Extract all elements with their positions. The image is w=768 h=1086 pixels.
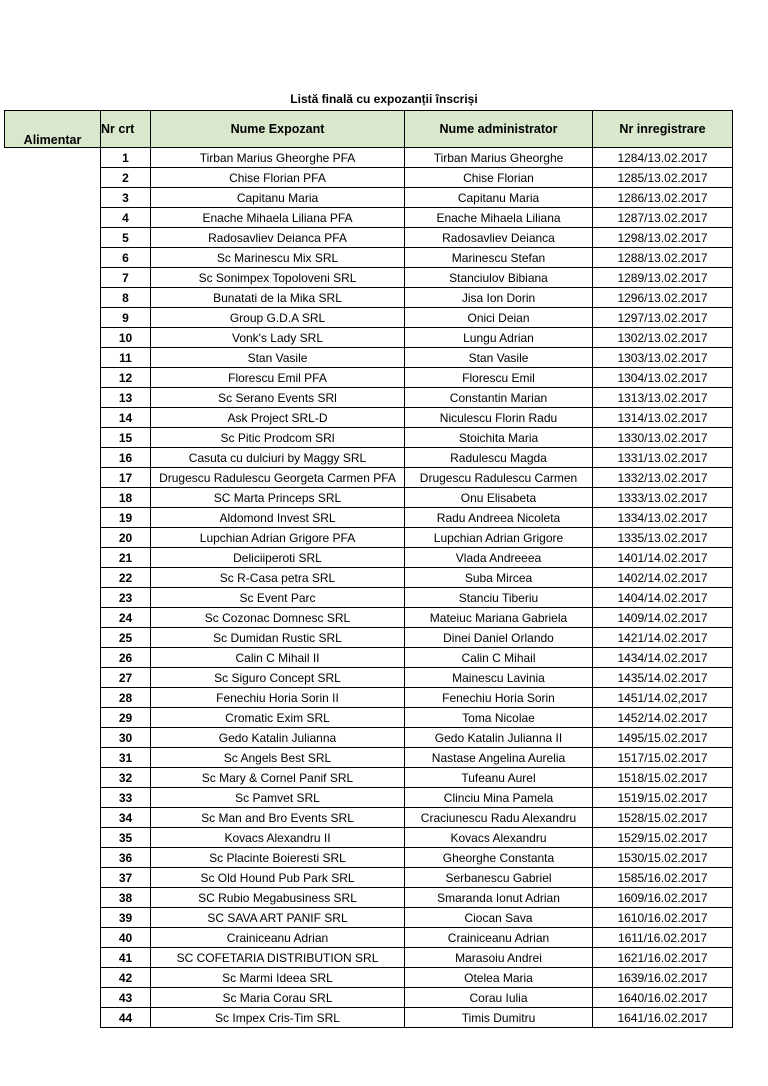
row-number: 18 [101, 488, 151, 508]
exhibitor-name: Florescu Emil PFA [151, 368, 405, 388]
administrator-name: Tufeanu Aurel [405, 768, 593, 788]
exhibitor-name-header: Nume Expozant [151, 111, 405, 148]
table-row [5, 968, 733, 988]
exhibitor-name: Bunatati de la Mika SRL [151, 288, 405, 308]
row-number: 11 [101, 348, 151, 368]
registration-number: 1434/14.02.2017 [593, 648, 733, 668]
registration-number: 1296/13.02.2017 [593, 288, 733, 308]
registration-number: 1451/14.02,2017 [593, 688, 733, 708]
exhibitor-name: Fenechiu Horia Sorin II [151, 688, 405, 708]
table-row [5, 948, 733, 968]
row-number: 37 [101, 868, 151, 888]
table-row [5, 768, 733, 788]
registration-number: 1335/13.02.2017 [593, 528, 733, 548]
registration-number: 1611/16.02.2017 [593, 928, 733, 948]
table-row [5, 248, 733, 268]
registration-number: 1288/13.02.2017 [593, 248, 733, 268]
row-number: 27 [101, 668, 151, 688]
exhibitor-name: Sc Old Hound Pub Park SRL [151, 868, 405, 888]
row-number: 4 [101, 208, 151, 228]
row-number: 7 [101, 268, 151, 288]
row-number: 29 [101, 708, 151, 728]
row-number: 32 [101, 768, 151, 788]
administrator-name: Constantin Marian [405, 388, 593, 408]
table-row [5, 788, 733, 808]
exhibitor-name: Ask Project SRL-D [151, 408, 405, 428]
row-number: 40 [101, 928, 151, 948]
exhibitor-name: Sc Pamvet SRL [151, 788, 405, 808]
registration-number: 1435/14.02.2017 [593, 668, 733, 688]
exhibitor-name: Sc Impex Cris-Tim SRL [151, 1008, 405, 1028]
administrator-name: Mateiuc Mariana Gabriela [405, 608, 593, 628]
category-header: Alimentar [5, 111, 101, 148]
administrator-name: Stoichita Maria [405, 428, 593, 448]
exhibitor-name: Tirban Marius Gheorghe PFA [151, 148, 405, 168]
exhibitor-name: Capitanu Maria [151, 188, 405, 208]
administrator-name: Clinciu Mina Pamela [405, 788, 593, 808]
registration-number: 1519/15.02.2017 [593, 788, 733, 808]
registration-number: 1641/16.02.2017 [593, 1008, 733, 1028]
row-number: 21 [101, 548, 151, 568]
administrator-name: Radosavliev Deianca [405, 228, 593, 248]
table-row [5, 168, 733, 188]
administrator-name: Niculescu Florin Radu [405, 408, 593, 428]
exhibitor-name: Vonk's Lady SRL [151, 328, 405, 348]
table-row [5, 388, 733, 408]
category-cell [5, 488, 101, 508]
exhibitor-name: Sc Siguro Concept SRL [151, 668, 405, 688]
registration-number: 1640/16.02.2017 [593, 988, 733, 1008]
category-cell [5, 988, 101, 1008]
category-cell [5, 688, 101, 708]
row-number: 6 [101, 248, 151, 268]
row-number: 2 [101, 168, 151, 188]
exhibitor-name: Sc Pitic Prodcom SRl [151, 428, 405, 448]
exhibitor-name: Group G.D.A SRL [151, 308, 405, 328]
row-number: 39 [101, 908, 151, 928]
row-number: 10 [101, 328, 151, 348]
table-row [5, 268, 733, 288]
exhibitor-name: Sc Maria Corau SRL [151, 988, 405, 1008]
table-row [5, 228, 733, 248]
administrator-name: Tirban Marius Gheorghe [405, 148, 593, 168]
table-row [5, 648, 733, 668]
registration-number: 1495/15.02.2017 [593, 728, 733, 748]
administrator-name: Dinei Daniel Orlando [405, 628, 593, 648]
row-number: 33 [101, 788, 151, 808]
administrator-name: Corau Iulia [405, 988, 593, 1008]
registration-number: 1297/13.02.2017 [593, 308, 733, 328]
exhibitor-name: Kovacs Alexandru II [151, 828, 405, 848]
registration-number-header: Nr inregistrare [593, 111, 733, 148]
category-cell [5, 408, 101, 428]
row-number: 36 [101, 848, 151, 868]
registration-number: 1289/13.02.2017 [593, 268, 733, 288]
table-row [5, 568, 733, 588]
row-number: 28 [101, 688, 151, 708]
row-number: 3 [101, 188, 151, 208]
administrator-name: Chise Florian [405, 168, 593, 188]
table-row [5, 848, 733, 868]
table-row [5, 468, 733, 488]
exhibitor-name: Cromatic Exim SRL [151, 708, 405, 728]
table-row [5, 608, 733, 628]
registration-number: 1585/16.02.2017 [593, 868, 733, 888]
administrator-name: Enache Mihaela Liliana [405, 208, 593, 228]
table-row [5, 988, 733, 1008]
registration-number: 1404/14.02.2017 [593, 588, 733, 608]
category-cell [5, 868, 101, 888]
category-cell [5, 908, 101, 928]
registration-number: 1304/13.02.2017 [593, 368, 733, 388]
registration-number: 1287/13.02.2017 [593, 208, 733, 228]
table-row [5, 628, 733, 648]
table-row [5, 188, 733, 208]
category-cell [5, 168, 101, 188]
category-cell [5, 728, 101, 748]
category-cell [5, 368, 101, 388]
table-row [5, 308, 733, 328]
category-cell [5, 308, 101, 328]
table-row [5, 328, 733, 348]
administrator-name: Suba Mircea [405, 568, 593, 588]
row-number: 38 [101, 888, 151, 908]
row-number: 5 [101, 228, 151, 248]
category-cell [5, 528, 101, 548]
table-row [5, 548, 733, 568]
table-row [5, 668, 733, 688]
table-row [5, 728, 733, 748]
category-cell [5, 328, 101, 348]
row-number: 34 [101, 808, 151, 828]
exhibitor-name: Drugescu Radulescu Georgeta Carmen PFA [151, 468, 405, 488]
row-number: 20 [101, 528, 151, 548]
category-cell [5, 388, 101, 408]
table-row [5, 148, 733, 168]
exhibitor-name: Calin C Mihail II [151, 648, 405, 668]
administrator-name: Onici Deian [405, 308, 593, 328]
table-row [5, 528, 733, 548]
row-number: 41 [101, 948, 151, 968]
row-number: 23 [101, 588, 151, 608]
registration-number: 1332/13.02.2017 [593, 468, 733, 488]
category-cell [5, 968, 101, 988]
administrator-name: Nastase Angelina Aurelia [405, 748, 593, 768]
exhibitor-name: Gedo Katalin Julianna [151, 728, 405, 748]
table-row [5, 428, 733, 448]
exhibitor-name: Aldomond Invest SRL [151, 508, 405, 528]
administrator-name: Stan Vasile [405, 348, 593, 368]
administrator-name: Drugescu Radulescu Carmen [405, 468, 593, 488]
category-cell [5, 848, 101, 868]
exhibitor-name: Sc R-Casa petra SRL [151, 568, 405, 588]
category-cell [5, 628, 101, 648]
administrator-name: Onu Elisabeta [405, 488, 593, 508]
category-cell [5, 928, 101, 948]
category-cell [5, 768, 101, 788]
exhibitor-name: Sc Mary & Cornel Panif SRL [151, 768, 405, 788]
row-number: 1 [101, 148, 151, 168]
nr-crt-header: Nr crt [101, 111, 151, 148]
administrator-name: Vlada Andreeea [405, 548, 593, 568]
registration-number: 1452/14.02.2017 [593, 708, 733, 728]
table-row [5, 908, 733, 928]
table-header-row [5, 111, 733, 148]
category-cell [5, 268, 101, 288]
category-cell [5, 548, 101, 568]
administrator-name: Fenechiu Horia Sorin [405, 688, 593, 708]
administrator-name: Smaranda Ionut Adrian [405, 888, 593, 908]
table-row [5, 708, 733, 728]
administrator-name: Radu Andreea Nicoleta [405, 508, 593, 528]
exhibitor-name: Sc Cozonac Domnesc SRL [151, 608, 405, 628]
row-number: 26 [101, 648, 151, 668]
row-number: 15 [101, 428, 151, 448]
exhibitor-name: SC COFETARIA DISTRIBUTION SRL [151, 948, 405, 968]
administrator-name: Mainescu Lavinia [405, 668, 593, 688]
row-number: 22 [101, 568, 151, 588]
exhibitor-name: Sc Sonimpex Topoloveni SRL [151, 268, 405, 288]
administrator-name: Calin C Mihail [405, 648, 593, 668]
category-cell [5, 208, 101, 228]
table-row [5, 348, 733, 368]
registration-number: 1298/13.02.2017 [593, 228, 733, 248]
table-row [5, 208, 733, 228]
exhibitor-name: Casuta cu dulciuri by Maggy SRL [151, 448, 405, 468]
category-cell [5, 228, 101, 248]
category-cell [5, 248, 101, 268]
administrator-name: Jisa Ion Dorin [405, 288, 593, 308]
row-number: 13 [101, 388, 151, 408]
administrator-name: Crainiceanu Adrian [405, 928, 593, 948]
category-cell [5, 188, 101, 208]
registration-number: 1528/15.02.2017 [593, 808, 733, 828]
category-cell [5, 348, 101, 368]
table-row [5, 868, 733, 888]
exhibitor-name: Radosavliev Deianca PFA [151, 228, 405, 248]
row-number: 43 [101, 988, 151, 1008]
table-row [5, 508, 733, 528]
category-cell [5, 648, 101, 668]
table-row [5, 688, 733, 708]
administrator-name: Marasoiu Andrei [405, 948, 593, 968]
registration-number: 1313/13.02.2017 [593, 388, 733, 408]
table-row [5, 448, 733, 468]
category-cell [5, 448, 101, 468]
category-cell [5, 808, 101, 828]
administrator-name: Stanciu Tiberiu [405, 588, 593, 608]
administrator-name: Lungu Adrian [405, 328, 593, 348]
table-row [5, 928, 733, 948]
administrator-name: Kovacs Alexandru [405, 828, 593, 848]
administrator-name: Marinescu Stefan [405, 248, 593, 268]
table-row [5, 748, 733, 768]
category-cell [5, 508, 101, 528]
category-cell [5, 828, 101, 848]
document-title: Listă finală cu expozanții înscriși [290, 92, 478, 106]
registration-number: 1402/14.02.2017 [593, 568, 733, 588]
registration-number: 1302/13.02.2017 [593, 328, 733, 348]
exhibitor-name: SC Marta Princeps SRL [151, 488, 405, 508]
registration-number: 1530/15.02.2017 [593, 848, 733, 868]
registration-number: 1609/16.02.2017 [593, 888, 733, 908]
registration-number: 1621/16.02.2017 [593, 948, 733, 968]
row-number: 24 [101, 608, 151, 628]
exhibitor-name: Sc Marinescu Mix SRL [151, 248, 405, 268]
registration-number: 1529/15.02.2017 [593, 828, 733, 848]
category-cell [5, 588, 101, 608]
exhibitor-name: Sc Serano Events SRl [151, 388, 405, 408]
category-cell [5, 948, 101, 968]
administrator-name: Otelea Maria [405, 968, 593, 988]
registration-number: 1639/16.02.2017 [593, 968, 733, 988]
category-cell [5, 148, 101, 168]
category-cell [5, 288, 101, 308]
exhibitor-name: Crainiceanu Adrian [151, 928, 405, 948]
registration-number: 1518/15.02.2017 [593, 768, 733, 788]
table-row [5, 808, 733, 828]
row-number: 17 [101, 468, 151, 488]
category-cell [5, 428, 101, 448]
row-number: 31 [101, 748, 151, 768]
table-row [5, 888, 733, 908]
exhibitor-name: Stan Vasile [151, 348, 405, 368]
registration-number: 1314/13.02.2017 [593, 408, 733, 428]
exhibitor-name: Sc Placinte Boieresti SRL [151, 848, 405, 868]
registration-number: 1409/14.02.2017 [593, 608, 733, 628]
administrator-name: Gedo Katalin Julianna II [405, 728, 593, 748]
exhibitor-name: SC SAVA ART PANIF SRL [151, 908, 405, 928]
exhibitor-name: Sc Angels Best SRL [151, 748, 405, 768]
exhibitor-name: Lupchian Adrian Grigore PFA [151, 528, 405, 548]
exhibitor-name: Deliciiperoti SRL [151, 548, 405, 568]
registration-number: 1284/13.02.2017 [593, 148, 733, 168]
registration-number: 1303/13.02.2017 [593, 348, 733, 368]
row-number: 30 [101, 728, 151, 748]
table-row [5, 1008, 733, 1028]
exhibitor-name: SC Rubio Megabusiness SRL [151, 888, 405, 908]
category-cell [5, 708, 101, 728]
table-row [5, 368, 733, 388]
administrator-name: Toma Nicolae [405, 708, 593, 728]
exhibitor-name: Sc Event Parc [151, 588, 405, 608]
registration-number: 1334/13.02.2017 [593, 508, 733, 528]
exhibitor-name: Sc Man and Bro Events SRL [151, 808, 405, 828]
registration-number: 1286/13.02.2017 [593, 188, 733, 208]
row-number: 16 [101, 448, 151, 468]
exhibitor-name: Sc Dumidan Rustic SRL [151, 628, 405, 648]
row-number: 42 [101, 968, 151, 988]
administrator-name: Gheorghe Constanta [405, 848, 593, 868]
administrator-name: Timis Dumitru [405, 1008, 593, 1028]
table-row [5, 588, 733, 608]
row-number: 8 [101, 288, 151, 308]
table-row [5, 488, 733, 508]
exhibitor-name: Enache Mihaela Liliana PFA [151, 208, 405, 228]
administrator-name: Florescu Emil [405, 368, 593, 388]
registration-number: 1610/16.02.2017 [593, 908, 733, 928]
exhibitor-name: Sc Marmi Ideea SRL [151, 968, 405, 988]
category-cell [5, 468, 101, 488]
registration-number: 1330/13.02.2017 [593, 428, 733, 448]
administrator-name: Lupchian Adrian Grigore [405, 528, 593, 548]
table-row [5, 408, 733, 428]
category-cell [5, 568, 101, 588]
registration-number: 1333/13.02.2017 [593, 488, 733, 508]
table-row [5, 288, 733, 308]
exhibitor-table [4, 110, 733, 1028]
table-row [5, 828, 733, 848]
registration-number: 1331/13.02.2017 [593, 448, 733, 468]
table-body [5, 148, 733, 1028]
category-cell [5, 788, 101, 808]
row-number: 19 [101, 508, 151, 528]
category-cell [5, 888, 101, 908]
administrator-name: Ciocan Sava [405, 908, 593, 928]
exhibitor-name: Chise Florian PFA [151, 168, 405, 188]
administrator-name-header: Nume administrator [405, 111, 593, 148]
registration-number: 1517/15.02.2017 [593, 748, 733, 768]
category-cell [5, 608, 101, 628]
category-cell [5, 668, 101, 688]
row-number: 14 [101, 408, 151, 428]
category-cell [5, 1008, 101, 1028]
registration-number: 1401/14.02.2017 [593, 548, 733, 568]
administrator-name: Capitanu Maria [405, 188, 593, 208]
category-cell [5, 748, 101, 768]
registration-number: 1285/13.02.2017 [593, 168, 733, 188]
administrator-name: Radulescu Magda [405, 448, 593, 468]
registration-number: 1421/14.02.2017 [593, 628, 733, 648]
row-number: 9 [101, 308, 151, 328]
administrator-name: Serbanescu Gabriel [405, 868, 593, 888]
row-number: 12 [101, 368, 151, 388]
row-number: 25 [101, 628, 151, 648]
row-number: 35 [101, 828, 151, 848]
administrator-name: Stanciulov Bibiana [405, 268, 593, 288]
row-number: 44 [101, 1008, 151, 1028]
administrator-name: Craciunescu Radu Alexandru [405, 808, 593, 828]
